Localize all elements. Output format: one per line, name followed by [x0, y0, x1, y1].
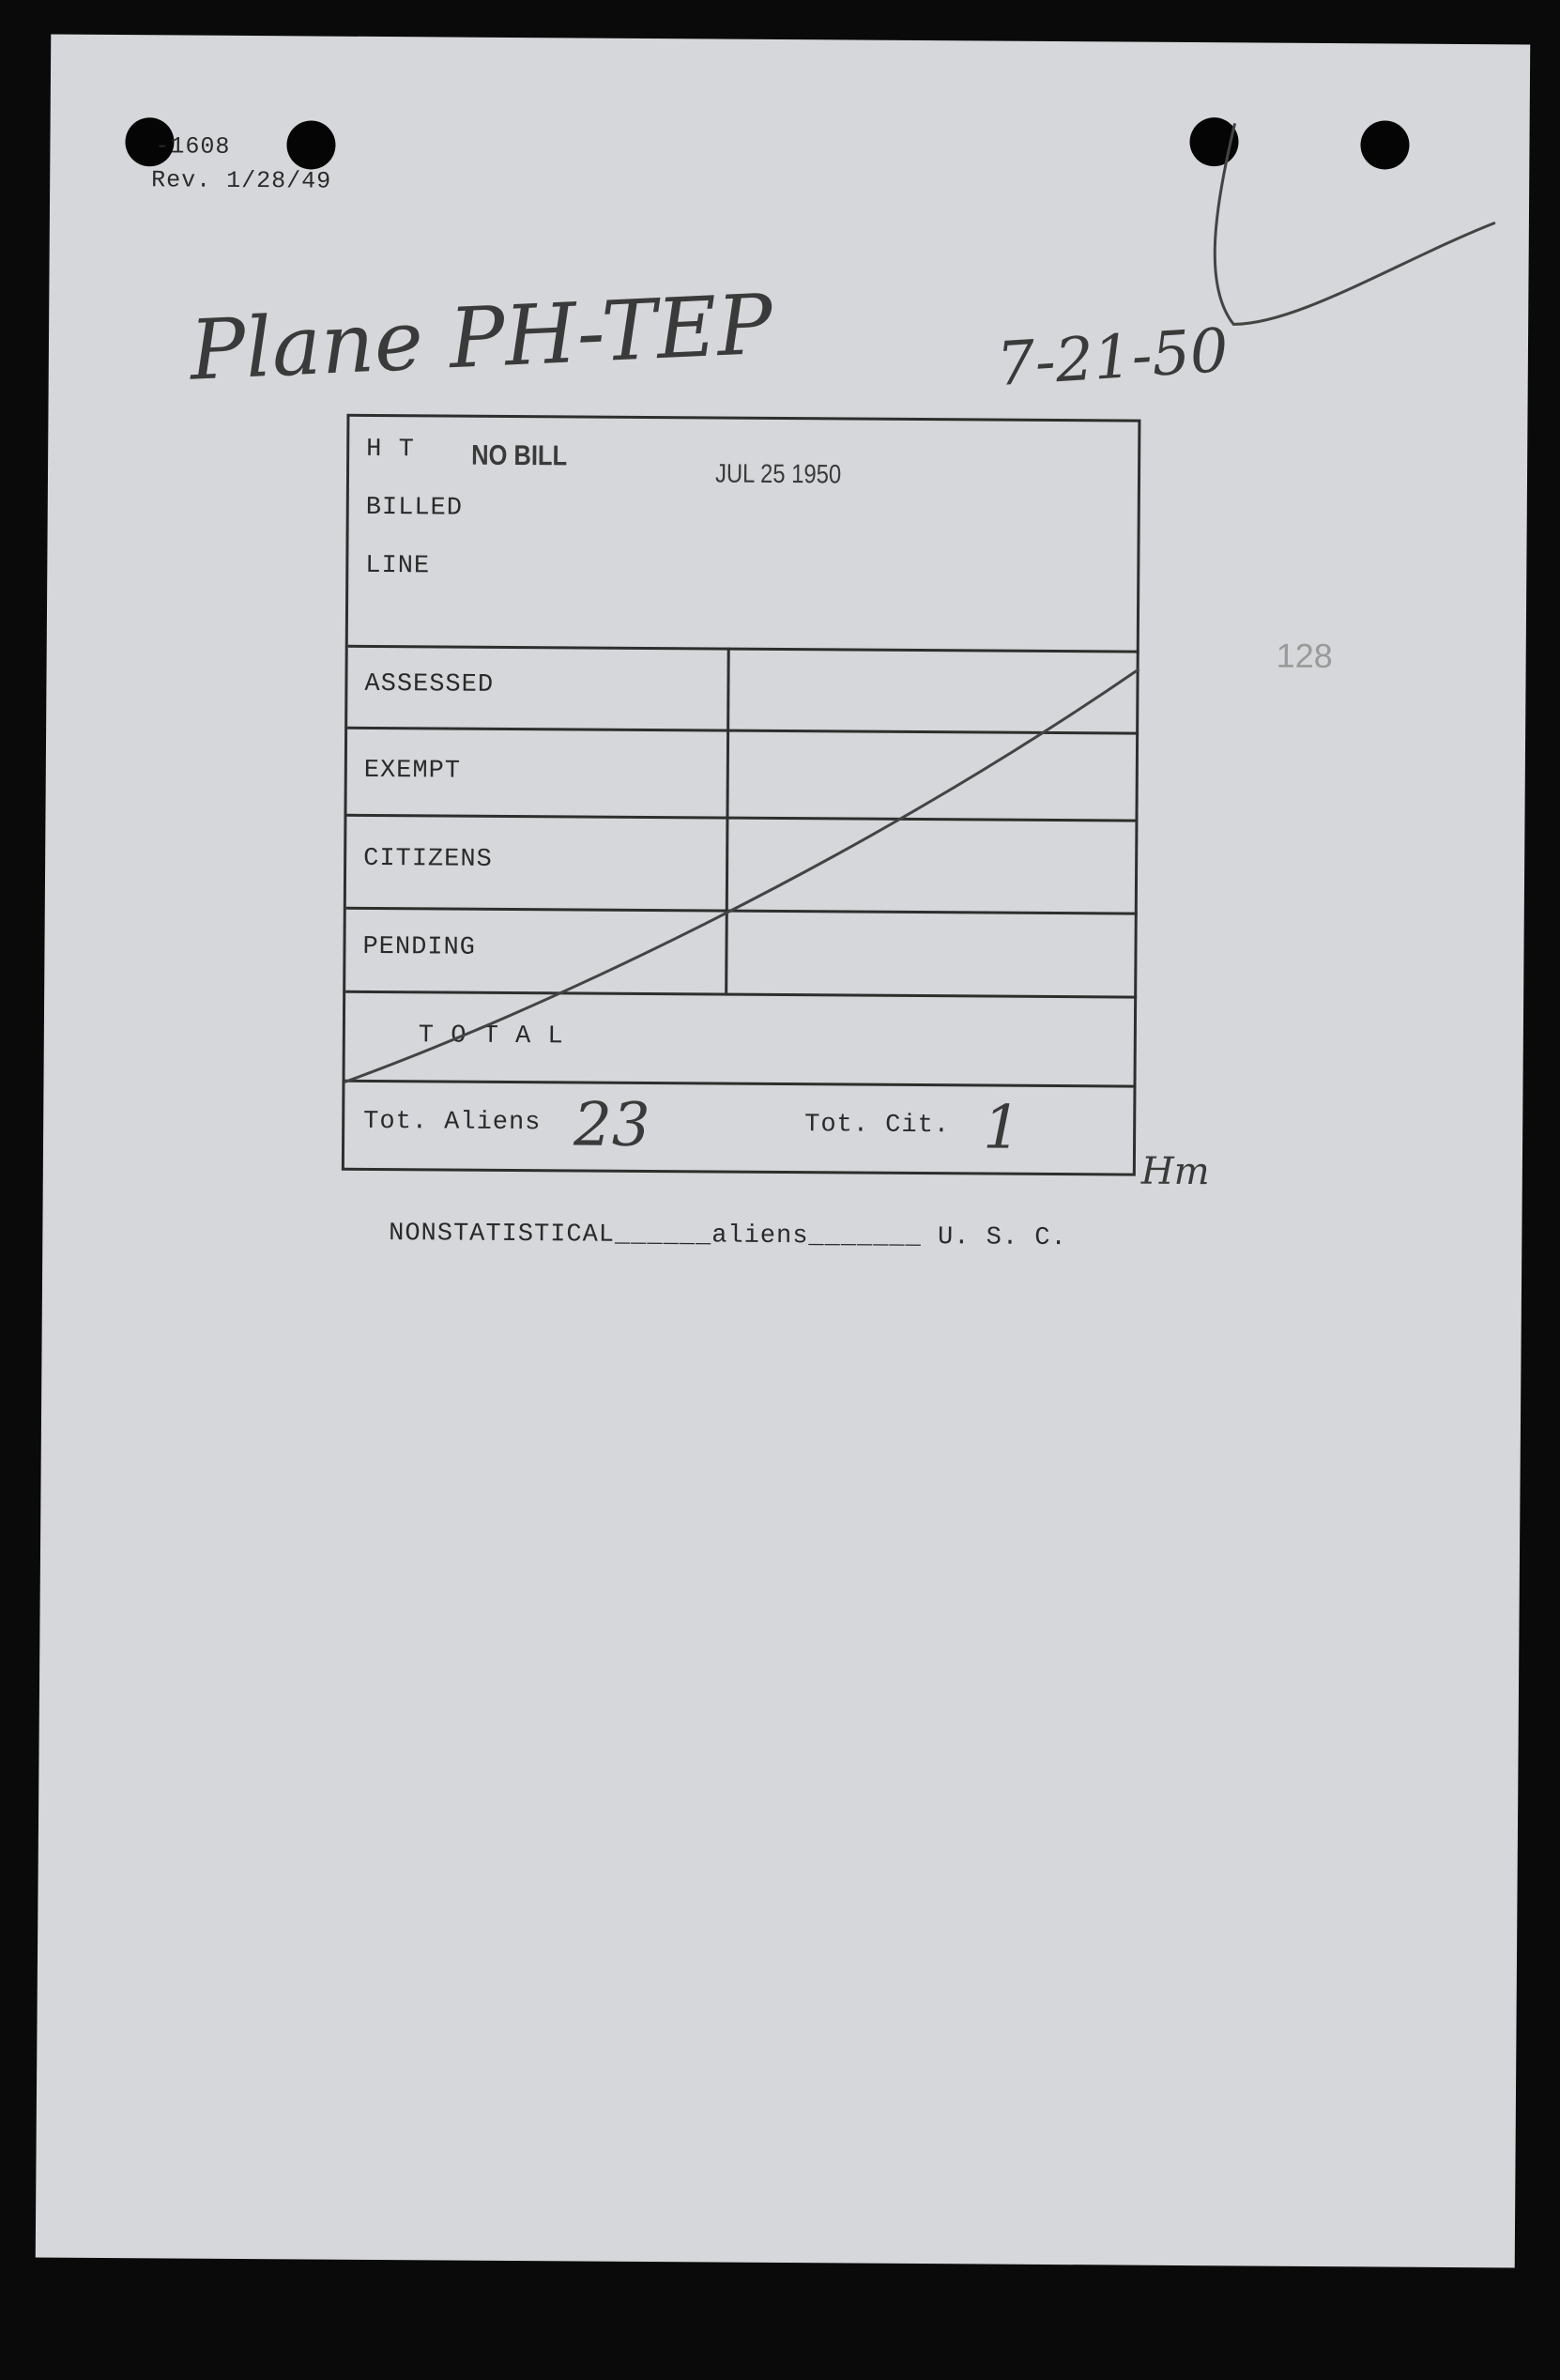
tot-aliens-label: Tot. Aliens: [363, 1107, 542, 1138]
document-page: [36, 35, 1530, 2268]
tot-cit-value: 1: [982, 1093, 1022, 1163]
tot-cit-label: Tot. Cit.: [804, 1111, 951, 1141]
aliens-label: aliens: [711, 1221, 809, 1251]
handwritten-initials: Hm: [1140, 1149, 1210, 1194]
tot-aliens-value: 23: [573, 1090, 650, 1161]
nonstatistical-label: NONSTATISTICAL: [389, 1220, 616, 1250]
form-number: -1608: [155, 132, 231, 161]
row-label-assessed: ASSESSED: [364, 669, 495, 699]
row-label-exempt: EXEMPT: [363, 756, 462, 786]
usc-label: U. S. C.: [937, 1223, 1067, 1253]
corner-check-mark: [1215, 123, 1496, 326]
header-line-ht: H T: [366, 435, 415, 465]
header-line-billed: BILLED: [365, 493, 464, 523]
handwritten-date: 7-21-50: [994, 315, 1231, 401]
header-line-line: LINE: [365, 551, 431, 581]
row-label-citizens: CITIZENS: [363, 844, 493, 874]
page-number-stamp: 128: [1276, 636, 1333, 676]
diagonal-strike-line: [344, 664, 1139, 1088]
nonstatistical-blank: ______: [614, 1221, 712, 1251]
total-label: T O T A L: [418, 1021, 564, 1052]
aliens-blank: _______: [808, 1222, 939, 1252]
form-revision: Rev. 1/28/49: [151, 166, 332, 195]
row-label-pending: PENDING: [362, 932, 477, 962]
handwritten-title: Plane PH-TEP: [188, 275, 775, 399]
pen-strokes: [36, 35, 1530, 2268]
no-bill-stamp: NO BILL: [471, 439, 568, 472]
received-date-stamp: JUL 25 1950: [714, 458, 842, 489]
